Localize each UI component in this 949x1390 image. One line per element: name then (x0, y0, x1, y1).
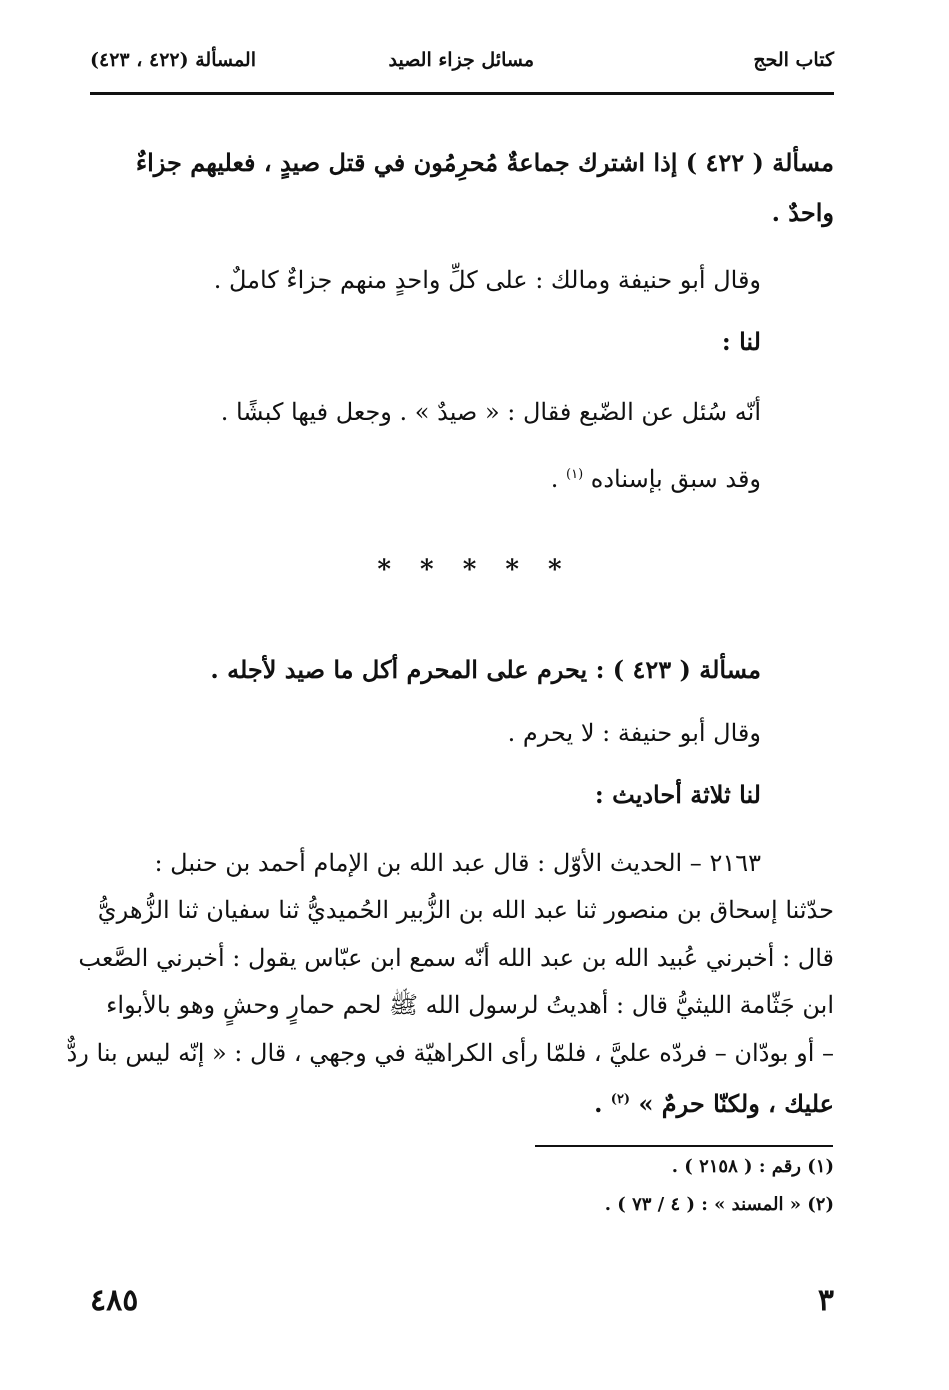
header-book-title: كتاب الحج (753, 49, 834, 71)
issue-422-line-2: واحدٌ . (771, 198, 834, 227)
hadith-2163-line-5: – أو بودّان – فردّه عليَّ ، فلمّا رأى الكراهيّة في وجهي ، قال : « إنّه ليس بنا ردٌّ (66, 1039, 834, 1067)
evidence-source-line (551, 455, 761, 499)
header-issue-range: المسألة (٤٢٢ ، ٤٢٣) (90, 49, 256, 71)
footnote-2: (٢) « المسند » : ( ٤ / ٧٣ ) . (604, 1194, 834, 1215)
hadith-2163-line-2: حدّثنا إسحاق بن منصور ثنا عبد الله بن الزُّبير الحُميديُّ ثنا سفيان ثنا الزُّهريُّ (97, 896, 834, 924)
our-evidence-heading-423: لنا ثلاثة أحاديث : (594, 780, 761, 809)
footnote-1: (١) رقم : ( ٢١٥٨ ) . (671, 1156, 834, 1177)
header-divider (90, 92, 834, 95)
hadith-2163-line-6 (594, 1080, 834, 1124)
page-number-right: ٣ (817, 1283, 834, 1318)
hadith-2163-line-1: ٢١٦٣ – الحديث الأوّل : قال عبد الله بن الإمام أحمد بن حنبل : (154, 849, 761, 877)
hadith-2163-line-6-end: . (594, 1089, 603, 1118)
running-header (90, 45, 834, 85)
abu-hanifa-opinion-422: وقال أبو حنيفة ومالك : على كلِّ واحدٍ منهم جزاءٌ كاملٌ . (213, 266, 761, 294)
footnote-divider (535, 1145, 833, 1147)
hadith-2163-line-6-text: عليك ، ولكنّا حرمٌ » (638, 1089, 834, 1118)
hadith-2163-line-4: ابن جَثّامة الليثيُّ قال : أهديتُ لرسول الله ﷺ لحم حمارٍ وحشٍ وهو بالأبواء (106, 991, 834, 1019)
section-separator: * * * * * (377, 555, 572, 585)
our-evidence-heading-422: لنا : (721, 327, 761, 356)
header-chapter-title: مسائل جزاء الصيد (388, 49, 534, 71)
evidence-source-end: . (550, 465, 559, 493)
footnote-ref-1: (١) (566, 467, 584, 482)
evidence-hyena: أنّه سُئل عن الضّبع فقال : « صيدٌ » . وجعل فيها كبشًا . (220, 398, 761, 426)
page-number-left: ٤٨٥ (90, 1283, 139, 1318)
issue-422-line-1: مسألة ( ٤٢٢ ) إذا اشترك جماعةٌ مُحرِمُون في قتل صيدٍ ، فعليهم جزاءٌ (135, 148, 834, 177)
footnote-ref-2: (٢) (610, 1092, 631, 1107)
abu-hanifa-opinion-423: وقال أبو حنيفة : لا يحرم . (507, 719, 761, 747)
hadith-2163-line-3: قال : أخبرني عُبيد الله بن عبد الله أنّه سمع ابن عبّاس يقول : أخبرني الصَّعب (78, 944, 834, 972)
evidence-source-text: وقد سبق بإسناده (590, 465, 761, 493)
issue-423-line: مسألة ( ٤٢٣ ) : يحرم على المحرم أكل ما صيد لأجله . (210, 655, 761, 684)
